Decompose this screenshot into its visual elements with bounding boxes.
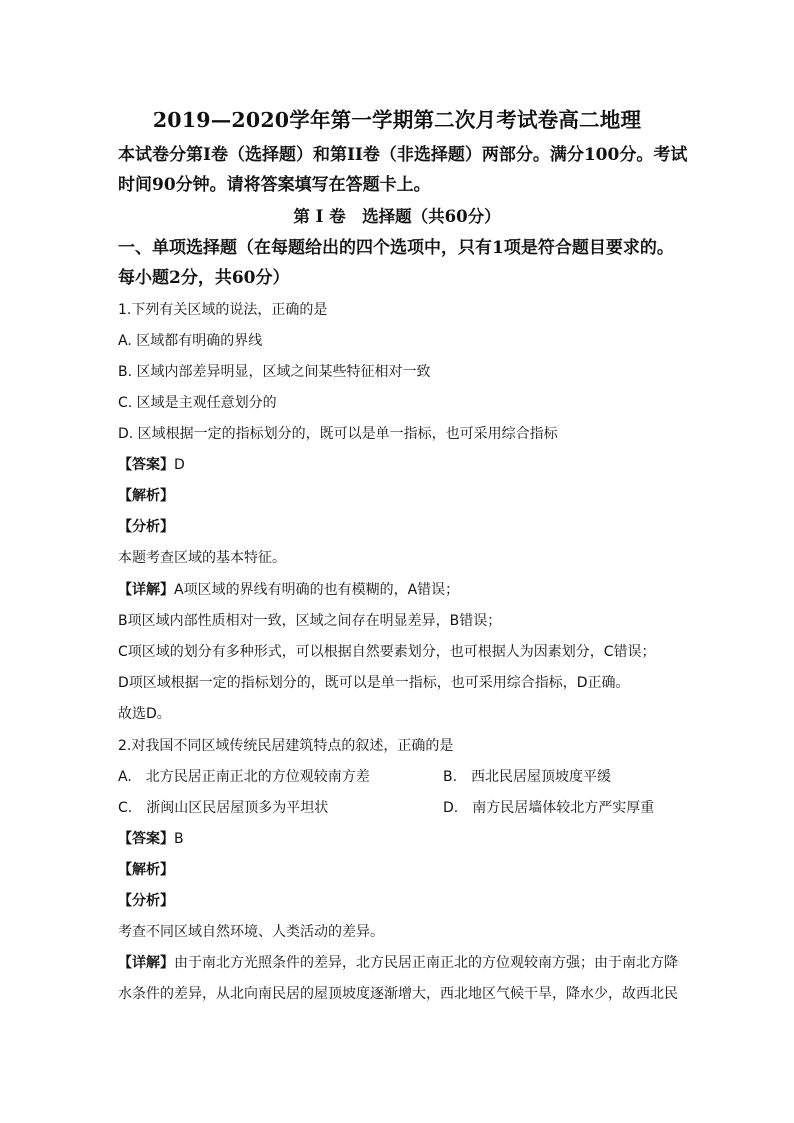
q1-detail-line-2: B项区域内部性质相对一致，区域之间存在明显差异，B错误； <box>118 613 502 629</box>
q1-option-c: C. 区域是主观任意划分的 <box>118 395 277 411</box>
detail-tag: 【详解】 <box>118 955 174 971</box>
q1-detail-line-1 <box>118 581 459 599</box>
q2-option-d: D. 南方民居墙体较北方严实厚重 <box>443 800 655 816</box>
detail-tag: 【详解】 <box>118 582 174 598</box>
q1-option-d: D. 区域根据一定的指标划分的，既可以是单一指标，也可采用综合指标 <box>118 426 558 442</box>
q2-fenxi-text: 考查不同区域自然环境、人类活动的差异。 <box>118 924 384 940</box>
answer-tag: 【答案】 <box>118 831 174 847</box>
q1-fenxi-tag: 【分析】 <box>118 519 174 535</box>
answer-value: D <box>174 457 185 473</box>
q2-answer <box>118 830 184 848</box>
part-heading: 一、单项选择题（在每题给出的四个选项中，只有1项是符合题目要求的。每小题2分，共60分） <box>118 238 674 288</box>
exam-instructions: 本试卷分第Ⅰ卷（选择题）和第II卷（非选择题）两部分。满分100分。考试时间90分钟。请将答案填写在答题卡上。 <box>118 145 688 195</box>
q1-detail-line-3: C项区域的划分有多种形式，可以根据自然要素划分，也可根据人为因素划分，C错误； <box>118 644 656 660</box>
question-1-stem: 1.下列有关区域的说法，正确的是 <box>118 302 328 318</box>
q1-option-a: A. 区域都有明确的界线 <box>118 333 263 349</box>
answer-tag: 【答案】 <box>118 457 174 473</box>
q2-option-c: C. 浙闽山区民居屋顶多为平坦状 <box>118 800 329 816</box>
section-heading: 第 Ⅰ 卷 选择题（共60分） <box>293 207 501 226</box>
detail-text: A项区域的界线有明确的也有模糊的，A错误； <box>174 582 460 598</box>
question-2-stem: 2.对我国不同区域传统民居建筑特点的叙述，正确的是 <box>118 738 454 754</box>
q1-conclusion: 故选D。 <box>118 706 171 722</box>
q1-answer <box>118 456 185 474</box>
q2-option-b: B. 西北民居屋顶坡度平缓 <box>443 769 612 785</box>
detail-text: 由于南北方光照条件的差异，北方民居正南正北的方位观较南方强；由于南北方降水条件的差异，从北向南民居的屋顶坡度逐渐增大，西北地区气候干旱，降水少，故西北民 <box>118 955 678 1002</box>
q2-analysis-tag: 【解析】 <box>118 862 174 878</box>
q2-option-a: A. 北方民居正南正北的方位观较南方差 <box>118 769 370 785</box>
q1-fenxi-text: 本题考查区域的基本特征。 <box>118 550 286 566</box>
q1-detail-line-4: D项区域根据一定的指标划分的，既可以是单一指标，也可采用综合指标，D正确。 <box>118 675 630 691</box>
q1-option-b: B. 区域内部差异明显，区域之间某些特征相对一致 <box>118 364 431 380</box>
page-title: 2019—2020学年第一学期第二次月考试卷高二地理 <box>152 108 642 132</box>
q1-analysis-tag: 【解析】 <box>118 488 174 504</box>
answer-value: B <box>174 831 184 847</box>
q2-detail <box>118 948 678 1010</box>
q2-fenxi-tag: 【分析】 <box>118 893 174 909</box>
